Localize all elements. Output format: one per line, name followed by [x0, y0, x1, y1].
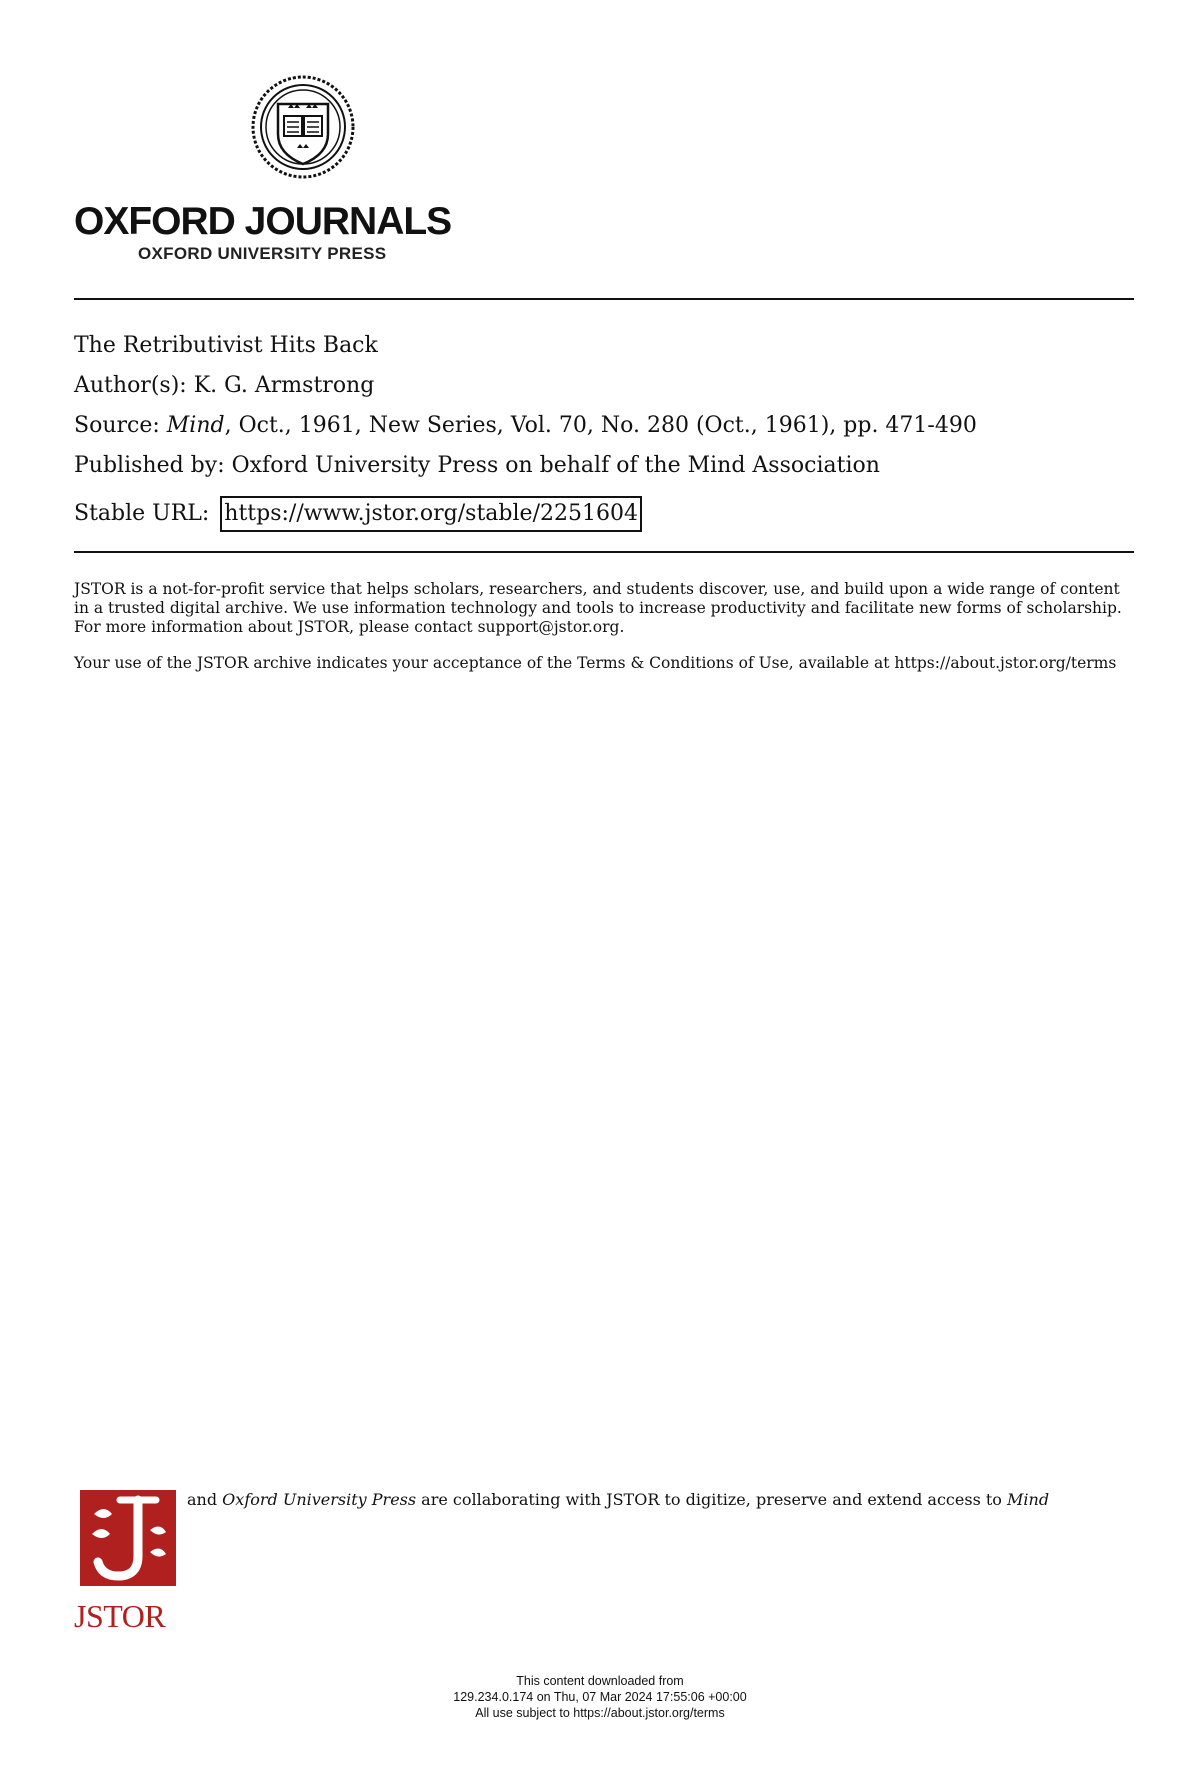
source-details: , Oct., 1961, New Series, Vol. 70, No. 280 (Oct., 1961), pp. 471-490: [224, 413, 977, 438]
download-footer: [0, 1673, 1200, 1721]
oxford-journals-title: OXFORD JOURNALS: [74, 200, 452, 243]
publisher-line: [74, 446, 1134, 486]
source-line: [74, 406, 1134, 446]
publisher-name: Oxford University Press on behalf of the Mind Association: [231, 453, 880, 478]
jstor-wordmark: JSTOR: [74, 1598, 166, 1634]
collab-journal: Mind: [1007, 1490, 1050, 1509]
terms-paragraph: Your use of the JSTOR archive indicates your acceptance of the Terms & Conditions of Use, available at https://about.jstor.org/terms: [74, 654, 1117, 672]
jstor-notice: [74, 580, 1134, 690]
jstor-about-paragraph: JSTOR is a not-for-profit service that helps scholars, researchers, and students discover, use, and build upon a wide range of content in a trusted digital archive. We use information technology and tools to increase productivity and facilitate new forms of scholarship. For more information about JSTOR, please contact support@jstor.org.: [74, 580, 1122, 636]
author-label: Author(s):: [74, 373, 187, 398]
footer-line-1: This content downloaded from: [516, 1674, 684, 1688]
collab-prefix: and: [187, 1490, 223, 1509]
footer-line-3: All use subject to https://about.jstor.org/terms: [475, 1706, 725, 1720]
collab-publisher: Oxford University Press: [222, 1490, 417, 1509]
source-journal: Mind: [166, 413, 225, 438]
oxford-seal-icon: [248, 72, 358, 182]
collab-middle: are collaborating with JSTOR to digitize, preserve and extend access to: [416, 1490, 1008, 1509]
collaboration-text: [187, 1490, 1087, 1510]
footer-line-2: 129.234.0.174 on Thu, 07 Mar 2024 17:55:06 +00:00: [453, 1690, 747, 1704]
author-line: [74, 366, 1134, 406]
publisher-label: Published by:: [74, 453, 225, 478]
stable-url-link[interactable]: https://www.jstor.org/stable/2251604: [220, 496, 642, 532]
article-metadata: [74, 326, 1134, 534]
jstor-logo-icon: [80, 1490, 176, 1586]
article-title: The Retributivist Hits Back: [74, 333, 378, 358]
source-label: Source:: [74, 413, 160, 438]
stable-url-label: Stable URL:: [74, 501, 210, 526]
oxford-university-press-subtitle: OXFORD UNIVERSITY PRESS: [138, 244, 387, 263]
author-name: K. G. Armstrong: [193, 373, 375, 398]
bottom-divider: [74, 551, 1134, 553]
stable-url-line: [74, 494, 1134, 534]
top-divider: [74, 298, 1134, 300]
